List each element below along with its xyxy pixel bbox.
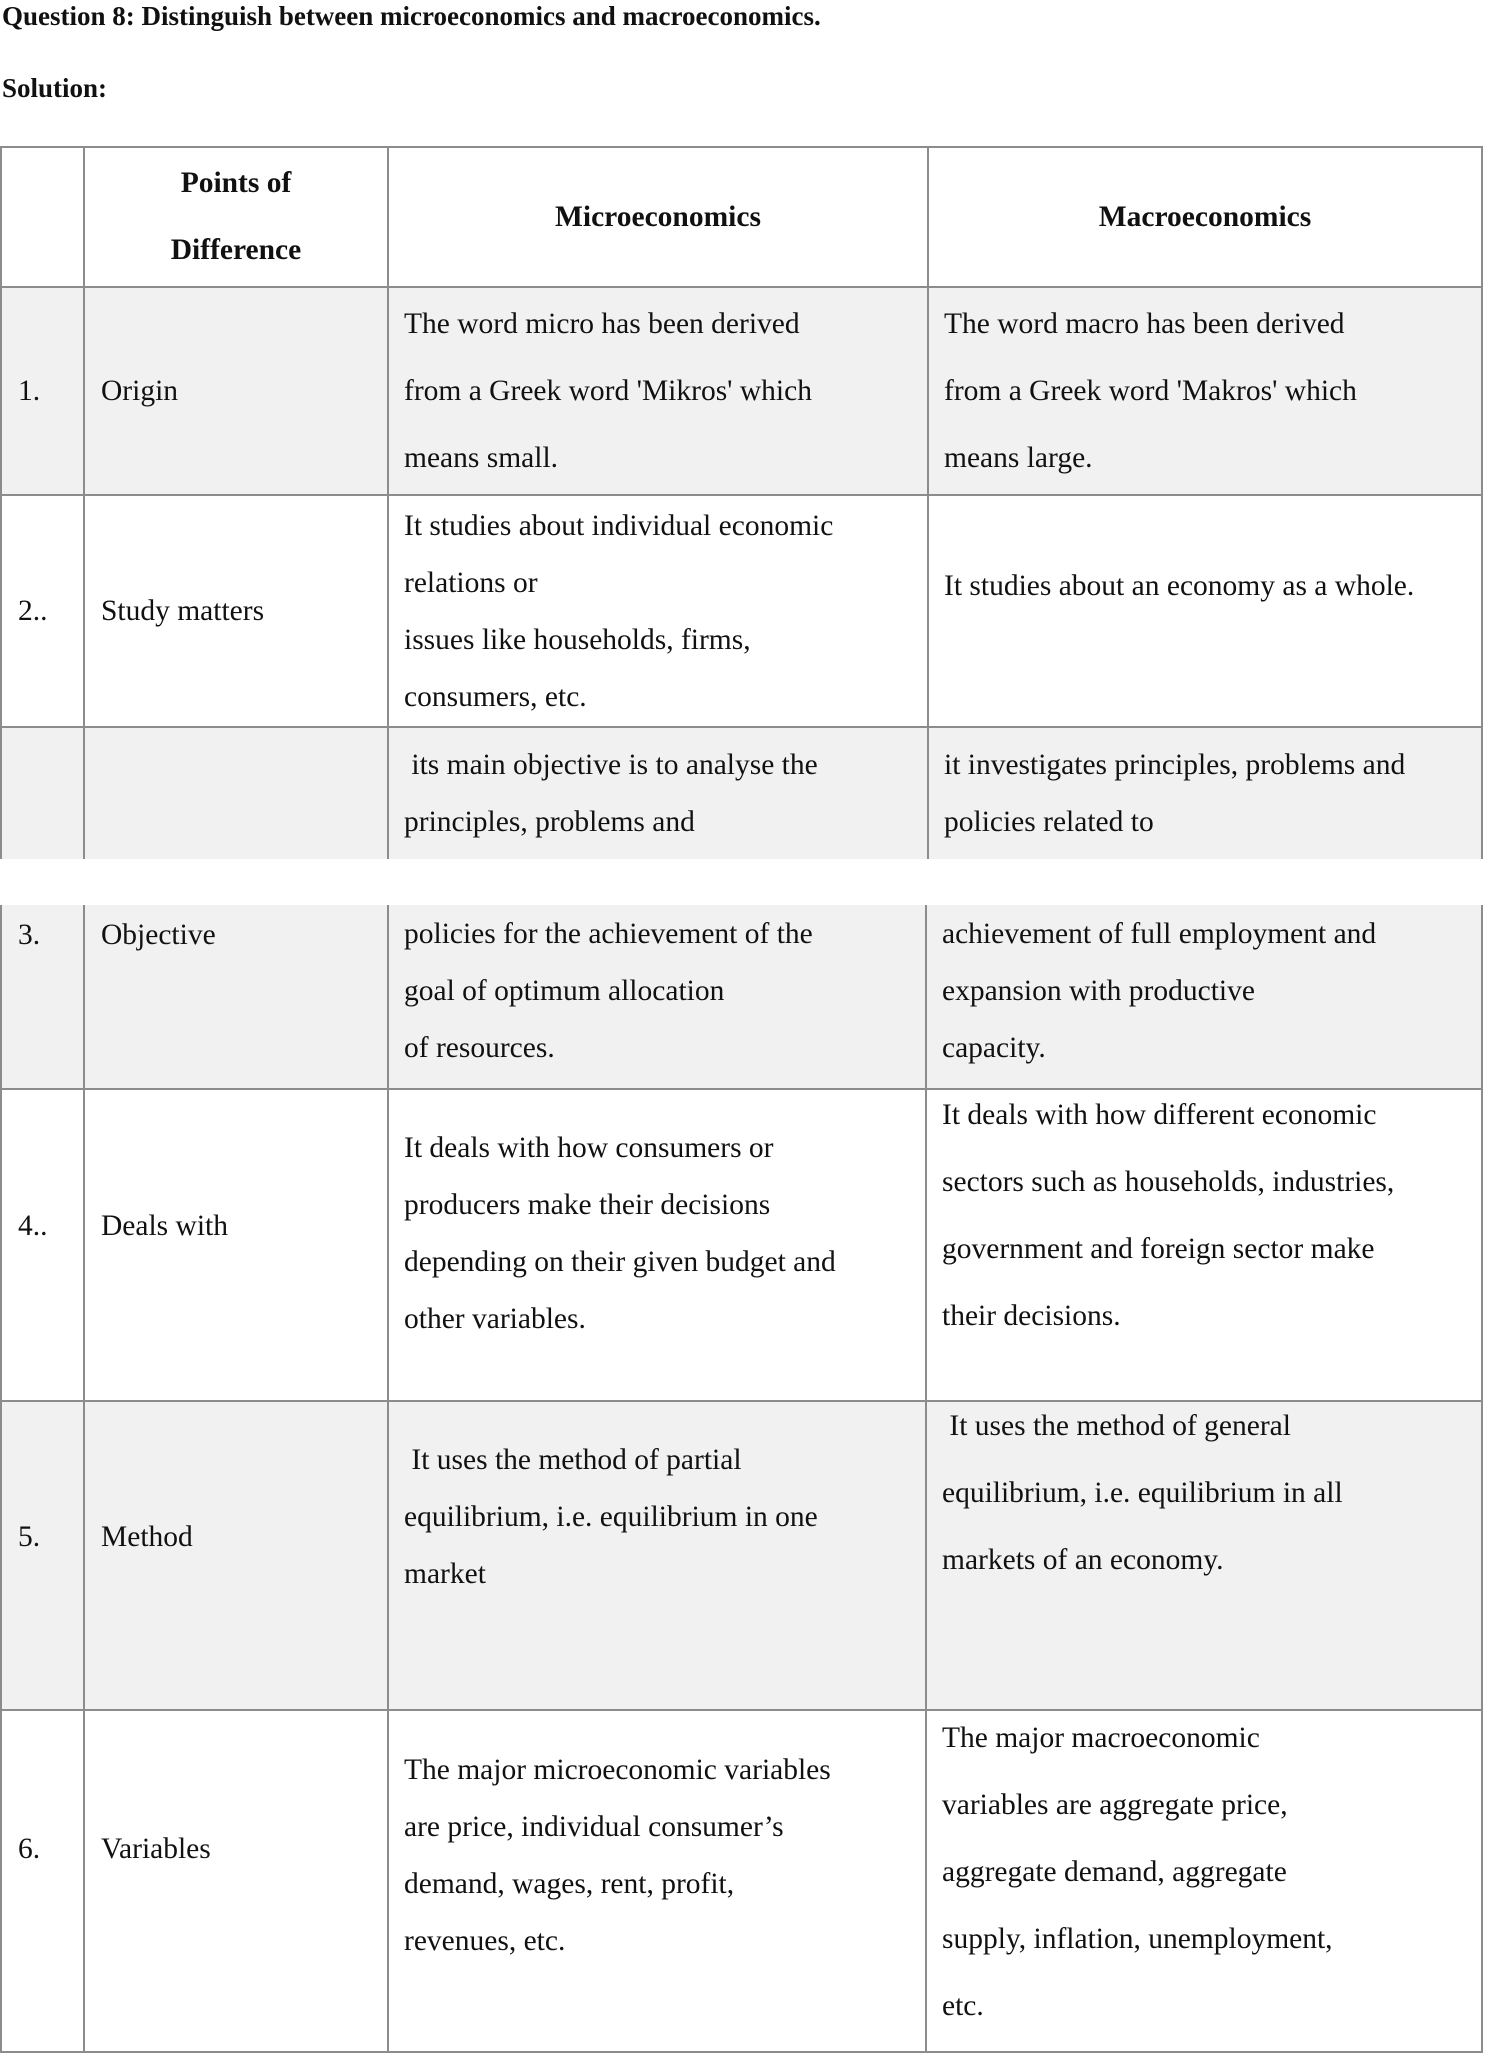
page-break (0, 859, 1485, 905)
question-heading: Question 8: Distinguish between microeconomics and macroeconomics. (2, 1, 821, 31)
row-macro-text: The word macro has been derived from a Greek word 'Makros' which means large. (944, 307, 1357, 474)
col-divider (387, 905, 389, 2053)
row-point: Variables (101, 1832, 211, 1865)
row-number: 4.. (18, 1209, 48, 1242)
row-micro-text: policies for the achievement of the goal of optimum allocation of resources. (404, 918, 813, 1064)
row-number: 3. (18, 918, 41, 951)
row-micro-text: It uses the method of partial equilibrium, i.e. equilibrium in one market (404, 1444, 818, 1590)
row-micro-text: its main objective is to analyse the principles, problems and (404, 749, 818, 838)
row-micro-text: It studies about individual economic relations or issues like households, firms, consumers, etc. (404, 510, 834, 713)
header-points-line: Difference (170, 234, 302, 266)
row-point: Deals with (101, 1209, 228, 1242)
row-macro-text: It deals with how different economic sectors such as households, industries, government and foreign sector make their decisions. (942, 1099, 1395, 1332)
row-number: 6. (18, 1832, 41, 1865)
row-number: 2.. (18, 594, 48, 627)
row-macro-text: It uses the method of general equilibrium, i.e. equilibrium in all markets of an economy. (942, 1410, 1343, 1576)
col-divider (83, 905, 85, 2053)
row-micro-text: The word micro has been derived from a Greek word 'Mikros' which means small. (404, 307, 812, 474)
header-points-line: Points of (180, 167, 292, 199)
row-point: Method (101, 1520, 193, 1553)
row-point: Study matters (101, 594, 265, 627)
row-point: Objective (101, 918, 216, 951)
row-micro-text: The major microeconomic variables are price, individual consumer’s demand, wages, rent, profit, revenues, etc. (404, 1754, 831, 1957)
solution-label: Solution: (2, 73, 108, 103)
row-divider (0, 726, 1483, 728)
header-microeconomics: Microeconomics (555, 200, 761, 233)
row-micro-text: It deals with how consumers or producers make their decisions depending on their given budget and other variables. (404, 1132, 836, 1335)
header-macroeconomics: Macroeconomics (1098, 200, 1312, 233)
row-macro-text: It studies about an economy as a whole. (944, 569, 1415, 602)
row-number: 1. (18, 374, 41, 407)
row-macro-text: achievement of full employment and expansion with productive capacity. (942, 918, 1377, 1064)
col-divider (925, 905, 927, 2053)
row-macro-text: it investigates principles, problems and policies related to (944, 749, 1406, 838)
row-number: 5. (18, 1520, 41, 1553)
row-point: Origin (101, 374, 179, 407)
row-macro-text: The major macroeconomic variables are aggregate price, aggregate demand, aggregate supply, inflation, unemployment, etc. (942, 1722, 1333, 2022)
header-points-of-difference (85, 148, 387, 286)
